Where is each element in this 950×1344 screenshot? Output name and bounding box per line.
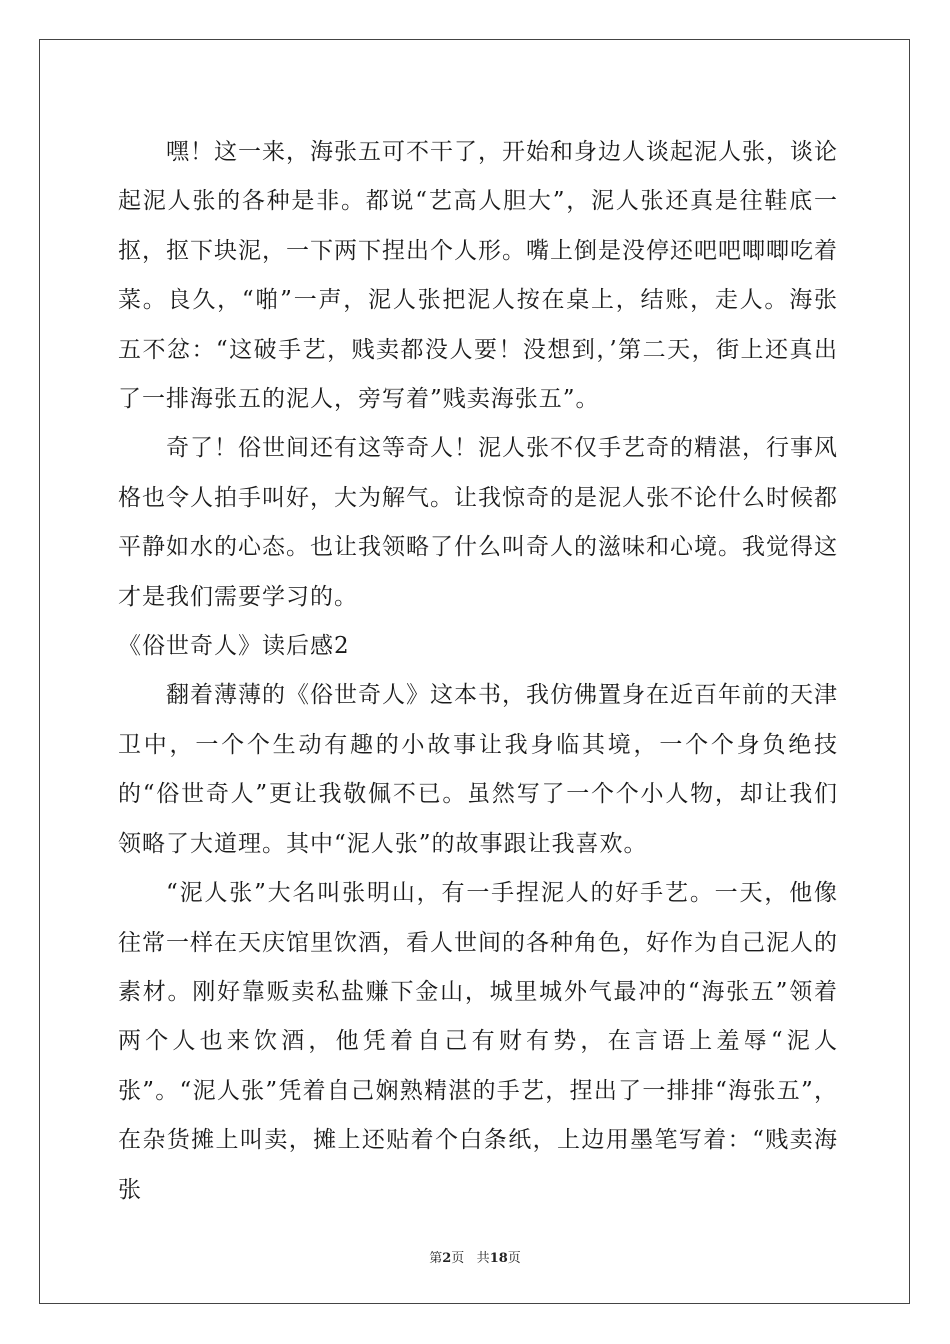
page-unit: 页 xyxy=(451,1251,465,1266)
total-unit: 页 xyxy=(507,1251,521,1266)
page-number: 2 xyxy=(442,1251,452,1266)
page-footer xyxy=(0,1247,950,1266)
paragraph-4: “泥人张”大名叫张明山，有一手捏泥人的好手艺。一天，他像往常一样在天庆馆里饮酒，看人世间的各种角色，好作为自己泥人的素材。刚好靠贩卖私盐赚下金山，城里城外气最冲的“海张五”领着两个人也来饮酒，他凭着自己有财有势，在言语上羞辱“泥人张”。“泥人张”凭着自己娴熟精湛的手艺，捏出了一排排“海张五”，在杂货摊上叫卖，摊上还贴着个白条纸，上边用墨笔写着：“贱卖海张 xyxy=(118,880,838,1203)
section-heading: 《俗世奇人》读后感2 xyxy=(118,633,350,660)
paragraph-3: 翻着薄薄的《俗世奇人》这本书，我仿佛置身在近百年前的天津卫中，一个个生动有趣的小故事让我身临其境，一个个身负绝技的“俗世奇人”更让我敬佩不已。虽然写了一个个小人物，却让我们领略了大道理。其中“泥人张”的故事跟让我喜欢。 xyxy=(118,682,838,857)
document-body xyxy=(118,128,838,1215)
page-prefix: 第 xyxy=(429,1251,443,1266)
paragraph-1: 嘿！这一来，海张五可不干了，开始和身边人谈起泥人张，谈论起泥人张的各种是非。都说“艺高人胆大”，泥人张还真是往鞋底一抠，抠下块泥，一下两下捏出个人形。嘴上倒是没停还吧吧唧唧吃着菜。良久，“啪”一声，泥人张把泥人按在桌上，结账，走人。海张五不忿：“这破手艺，贱卖都没人要！没想到，’第二天，街上还真出了一排海张五的泥人，旁写着”贱卖海张五”。 xyxy=(118,139,838,413)
total-pages: 18 xyxy=(489,1251,508,1266)
total-prefix: 共 xyxy=(476,1251,490,1266)
paragraph-2: 奇了！俗世间还有这等奇人！泥人张不仅手艺奇的精湛，行事风格也令人拍手叫好，大为解气。让我惊奇的是泥人张不论什么时候都平静如水的心态。也让我领略了什么叫奇人的滋味和心境。我觉得这才是我们需要学习的。 xyxy=(118,435,838,610)
